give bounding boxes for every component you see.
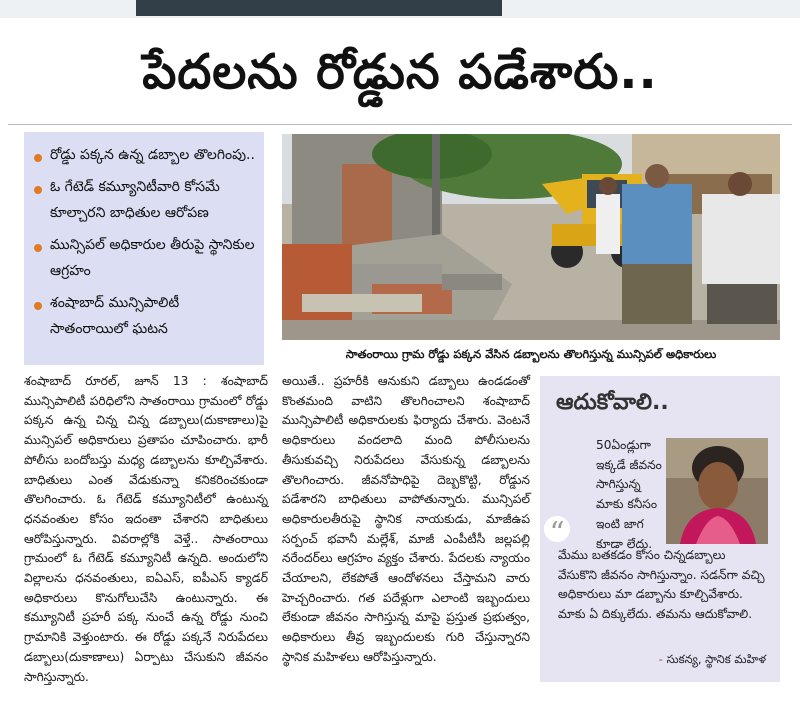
woman-portrait-illustration bbox=[666, 438, 768, 544]
quote-attribution bbox=[659, 652, 766, 669]
highlight-item bbox=[24, 230, 264, 288]
attribution-dash: - bbox=[658, 652, 667, 666]
article-text: అయితే.. ప్రహరీకి ఆనుకుని డబ్బాలు ఉండడంతో కొంతమంది వాటిని తొలగించాలని శంషాబాద్ మున్సిపాలిటీ అధికారులకు ఫిర్యాదు చేశారు. వెంటనే అధికారులు వందలాది మంది పోలీసులను తీసుకువచ్చి నిరుపేదలు వేసుకున్న డబ్బాలను తొలగించారు. జీవనోపాధిపై దెబ్బకొట్టి, రోడ్డున పడేశారని బాధితులు వాపోతున్నారు. మున్సిపల్ అధికారులతీరుపై స్థానిక నాయకుడు, మాజీఉప సర్పంచ్ భవానీ మల్లేశ్, మాజీ ఎంపీటీసీ జల్లపల్లి నరేందర్‌లు ఆగ్రహం వ్యక్తం చేశారు. పేదలకు న్యాయం చేయాలని, లేకపోతే ఆందోళనలు చేస్తామని వారు హెచ్చరించారు. గత పదేళ్లుగా ఎలాంటి ఇబ్బందులు లేకుండా జీవనం సాగిస్తున్న మాపై ప్రస్తుత ప్రభుత్వం, అధికారులు తీవ్ర ఇబ్బందులకు గురి చేస్తున్నారని స్థానిక మహిళలు ఆరోపిస్తున్నారు. bbox=[282, 374, 530, 664]
article-column-2 bbox=[282, 372, 530, 702]
article-column-1 bbox=[24, 372, 268, 702]
attribution-text: సుకన్య, స్థానిక మహిళ bbox=[666, 652, 766, 666]
quote-text-part1: 50ఏండ్లుగా ఇక్కడే జీవనం సాగిస్తున్న మాకు కనీసం ఇంటి జాగ కూడా లేదు. bbox=[596, 438, 662, 551]
bullet-icon bbox=[34, 186, 42, 194]
quote-portrait-photo bbox=[666, 438, 768, 544]
article-text: శంషాబాద్ రూరల్, జూన్ 13 : శంషాబాద్ మున్సిపాలిటీ పరిధిలోని సాతంరాయి గ్రామంలో రోడ్డు పక్కన ఉన్న చిన్న చిన్న డబ్బాలు(దుకాణాలు)పై మున్సిపల్ అధికారులు ప్రతాపం చూపించారు. భారీ పోలీసు బందోబస్తు మధ్య డబ్బాలను కూల్చివేశారు. బాధితులు ఎంత వేడుకున్నా కనికరించకుండా తొలగించారు. ఓ గేటెడ్ కమ్యూనిటీలో ఉంటున్న ధనవంతుల కోసం ఇదంతా చేశారని బాధితులు ఆరోపిస్తున్నారు. వివరాల్లోకి వెళ్తే.. సాతంరాయి గ్రామంలో ఓ గేటెడ్ కమ్యూనిటీ ఉన్నది. అందులోని విల్లాలను ధనవంతులు, ఐఏఎస్, ఐపీఎస్ క్యాడర్ అధికారులు కొనుగోలుచేసి ఉంటున్నారు. ఈ కమ్యూనిటీ ప్రహరీ పక్క నుంచే ఉన్న రోడ్డు నుంచి గ్రామానికి వెళ్తుంటారు. ఈ రోడ్డు పక్కనే నిరుపేదలు డబ్బాలు(దుకాణాలు) ఏర్పాటు చేసుకుని జీవనం సాగిస్తున్నారు. bbox=[24, 374, 268, 684]
top-bar bbox=[0, 0, 800, 18]
quote-title: ఆదుకోవాలి.. bbox=[556, 390, 669, 415]
bullet-icon bbox=[34, 244, 42, 252]
quote-text-continued bbox=[558, 546, 768, 625]
top-bar-strip bbox=[136, 0, 502, 16]
bullet-icon bbox=[34, 154, 42, 162]
bullet-icon bbox=[34, 302, 42, 310]
highlight-text: మున్సిపల్ అధికారుల తీరుపై స్థానికుల ఆగ్రహం bbox=[50, 237, 255, 279]
highlight-text: శంషాబాద్ మున్సిపాలిటీ సాతంరాయిలో ఘటన bbox=[50, 295, 180, 337]
highlight-item bbox=[24, 140, 264, 172]
news-photo bbox=[282, 134, 780, 340]
highlight-text: రోడ్డు పక్కన ఉన్న డబ్బాల తొలగింపు.. bbox=[50, 147, 255, 163]
quote-mark-icon: “ bbox=[544, 516, 570, 542]
quote-text-part2: మేము బతకడం కోసం చిన్నడబ్బాలు వేసుకొని జీవనం సాగిస్తున్నాం. సడన్‌గా వచ్చి అధికారులు మా డబ్బాను కూల్చివేశారు. మాకు ఏ దిక్కులేదు. తమను ఆదుకోవాలి. bbox=[558, 548, 765, 622]
quote-box bbox=[540, 376, 780, 682]
photo-caption: సాతంరాయి గ్రామ రోడ్డు పక్కన వేసిన డబ్బాలను తొలగిస్తున్న మున్సిపల్ అధికారులు bbox=[345, 347, 717, 361]
quote-text bbox=[596, 436, 666, 554]
highlight-item bbox=[24, 288, 264, 346]
headline-divider bbox=[8, 124, 792, 125]
headline: పేదలను రోడ్డున పడేశారు.. bbox=[142, 44, 658, 100]
highlight-item bbox=[24, 172, 264, 230]
highlight-text: ఓ గేటెడ్ కమ్యూనిటీవారి కోసమే కూల్చారని బాధితుల ఆరోపణ bbox=[50, 179, 220, 221]
demolition-scene-illustration bbox=[282, 134, 780, 340]
highlights-box bbox=[24, 132, 264, 365]
